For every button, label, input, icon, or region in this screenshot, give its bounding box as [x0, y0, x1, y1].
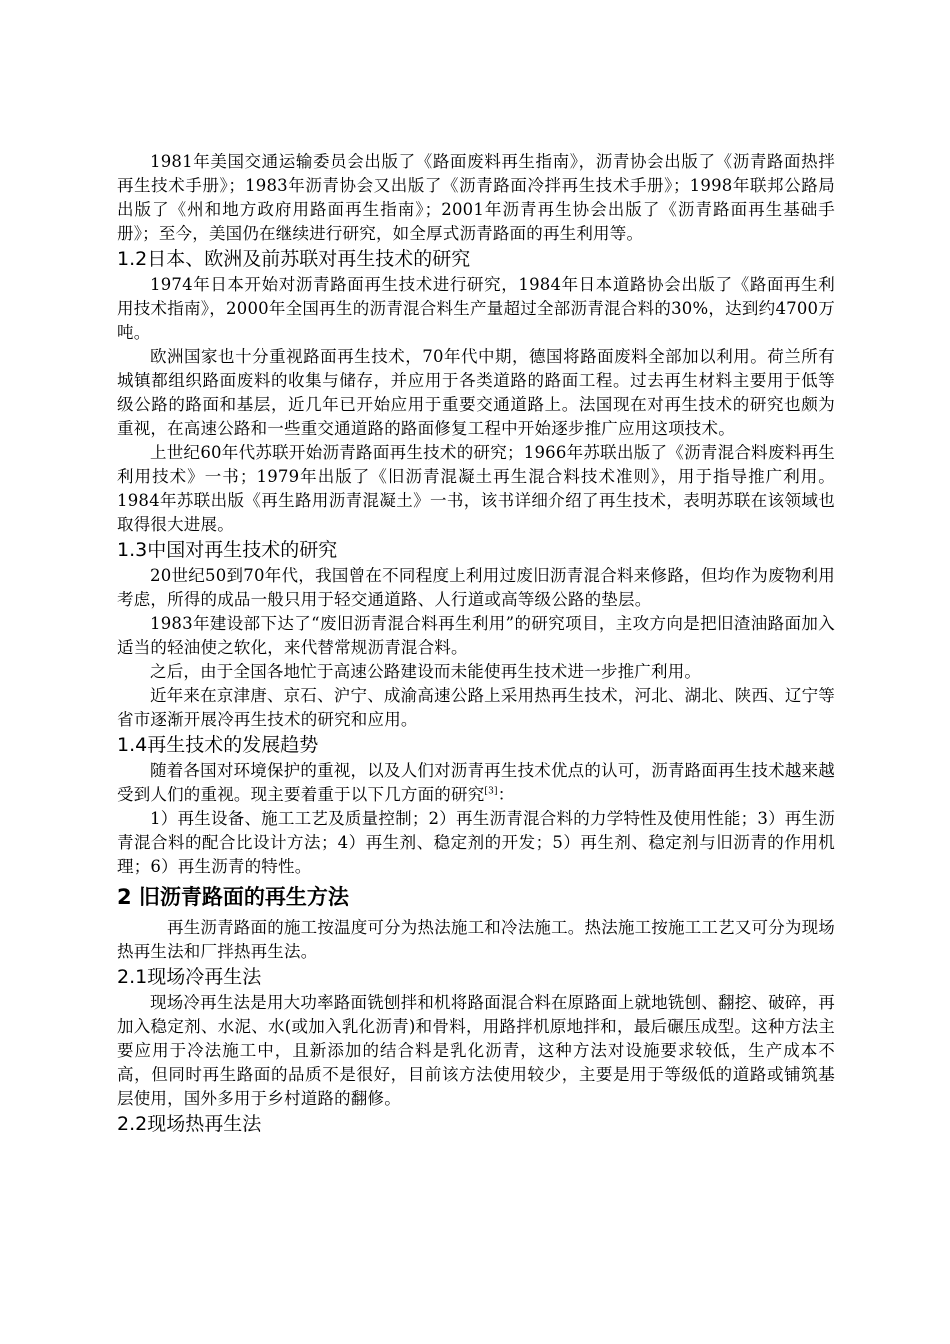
citation-ref: [3]	[484, 786, 498, 797]
paragraph-china-early: 20世纪50到70年代，我国曾在不同程度上利用过废旧沥青混合料来修路，但均作为废物利用考虑，所得的成品一般只用于轻交通道路、人行道或高等级公路的垫层。	[117, 566, 835, 609]
heading-2-2: 2.2现场热再生法	[117, 1113, 262, 1135]
heading-1-2: 1.2日本、欧洲及前苏联对再生技术的研究	[117, 248, 471, 270]
paragraph-trends	[117, 759, 835, 807]
trends-colon: ：	[497, 785, 515, 804]
heading-2: 2 旧沥青路面的再生方法	[117, 885, 349, 909]
paragraph-china-1983: 1983年建设部下达了“废旧沥青混合料再生利用”的研究项目，主攻方向是把旧渣油路面加入适当的轻油使之软化，来代替常规沥青混合料。	[117, 614, 835, 657]
heading-1-3: 1.3中国对再生技术的研究	[117, 539, 338, 561]
trends-text: 随着各国对环境保护的重视，以及人们对沥青再生技术优点的认可，沥青路面再生技术越来越受到人们的重视。现主要着重于以下几方面的研究	[117, 761, 835, 804]
heading-2-1: 2.1现场冷再生法	[117, 966, 262, 988]
heading-1-4: 1.4再生技术的发展趋势	[117, 734, 319, 756]
paragraph-china-later: 之后，由于全国各地忙于高速公路建设而未能使再生技术进一步推广利用。	[150, 662, 702, 681]
paragraph-europe: 欧洲国家也十分重视路面再生技术，70年代中期，德国将路面废料全部加以利用。荷兰所有城镇都组织路面废料的收集与储存，并应用于各类道路的路面工程。过去再生材料主要用于低等级公路的路面和基层，近几年已开始应用于重要交通道路上。法国现在对再生技术的研究也颇为重视，在高速公路和一些重交通道路的路面修复工程中开始逐步推广应用这项技术。	[117, 347, 835, 438]
paragraph-china-recent: 近年来在京津唐、京石、沪宁、成渝高速公路上采用热再生技术，河北、湖北、陕西、辽宁等省市逐渐开展冷再生技术的研究和应用。	[117, 686, 835, 729]
paragraph-research-list: 1）再生设备、施工工艺及质量控制；2）再生沥青混合料的力学特性及使用性能；3）再生沥青混合料的配合比设计方法；4）再生剂、稳定剂的开发；5）再生剂、稳定剂与旧沥青的作用机理；6）再生沥青的特性。	[117, 809, 835, 876]
paragraph-soviet: 上世纪60年代苏联开始沥青路面再生技术的研究；1966年苏联出版了《沥青混合料废料再生利用技术》一书；1979年出版了《旧沥青混凝土再生混合料技术准则》，用于指导推广利用。1984年苏联出版《再生路用沥青混凝土》一书，该书详细介绍了再生技术，表明苏联在该领域也取得很大进展。	[117, 443, 835, 534]
paragraph-japan: 1974年日本开始对沥青路面再生技术进行研究，1984年日本道路协会出版了《路面再生利用技术指南》，2000年全国再生的沥青混合料生产量超过全部沥青混合料的30%，达到约4700万吨。	[117, 275, 835, 342]
paragraph-cold-recycling: 现场冷再生法是用大功率路面铣刨拌和机将路面混合料在原路面上就地铣刨、翻挖、破碎，再加入稳定剂、水泥、水(或加入乳化沥青)和骨料，用路拌机原地拌和，最后碾压成型。这种方法主要应用于冷法施工中，且新添加的结合料是乳化沥青，这种方法对设施要求较低，生产成本不高，但同时再生路面的品质不是很好，目前该方法使用较少，主要是用于等级低的道路或铺筑基层使用，国外多用于乡村道路的翻修。	[117, 993, 835, 1108]
paragraph-methods: 再生沥青路面的施工按温度可分为热法施工和冷法施工。热法施工按施工工艺又可分为现场热再生法和厂拌热再生法。	[117, 918, 835, 961]
paragraph-us-history: 1981年美国交通运输委员会出版了《路面废料再生指南》，沥青协会出版了《沥青路面热拌再生技术手册》；1983年沥青协会又出版了《沥青路面冷拌再生技术手册》；1998年联邦公路局出版了《州和地方政府用路面再生指南》；2001年沥青再生协会出版了《沥青路面再生基础手册》；至今，美国仍在继续进行研究，如全厚式沥青路面的再生利用等。	[117, 152, 835, 243]
